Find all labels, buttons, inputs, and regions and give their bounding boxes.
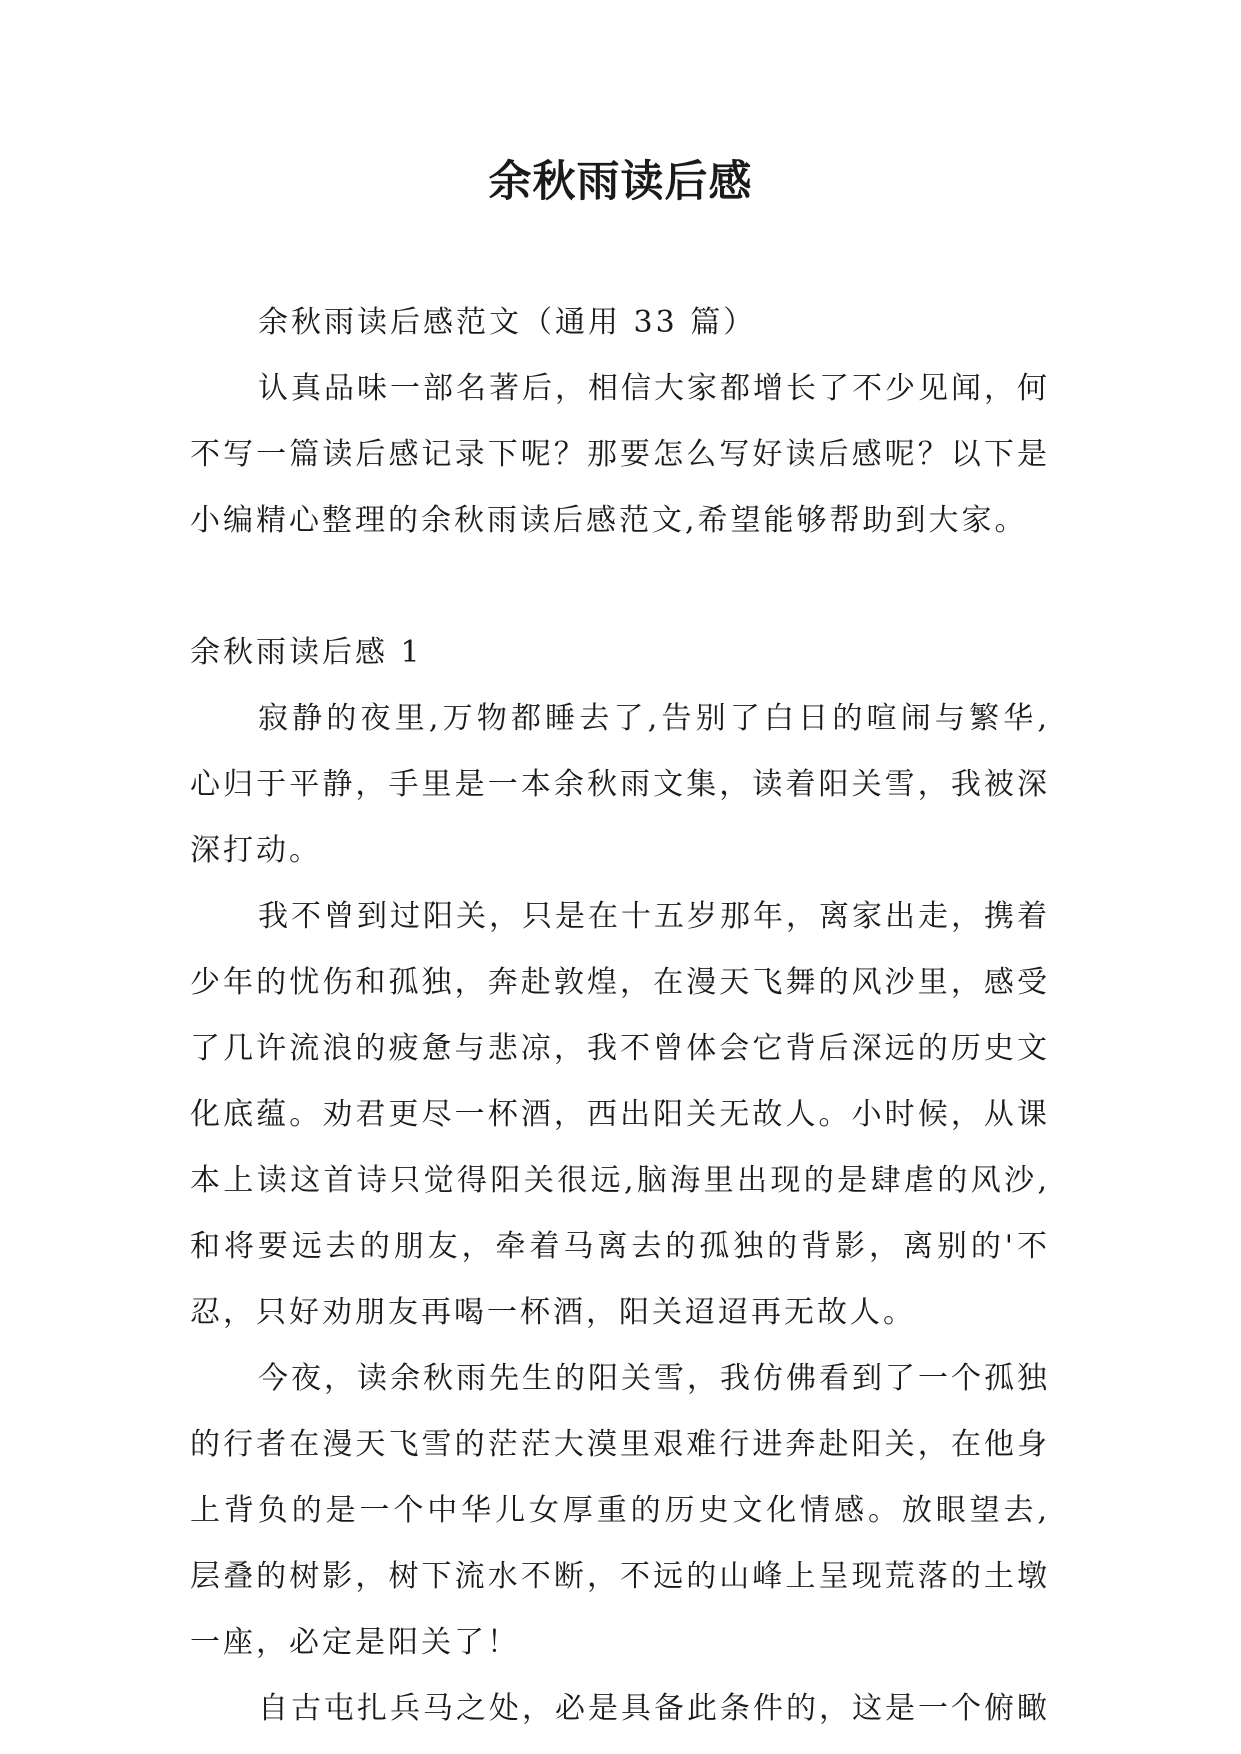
body-paragraph: 今夜，读余秋雨先生的阳关雪，我仿佛看到了一个孤独的行者在漫天飞雪的茫茫大漠里艰难行进奔赴阳关，在他身上背负的是一个中华儿女厚重的历史文化情感。放眼望去,层叠的树影，树下流水不断，不远的山峰上呈现荒落的土墩一座，必定是阳关了！ xyxy=(190,1361,1050,1660)
document-title: 余秋雨读后感 xyxy=(488,157,753,207)
intro-paragraph: 认真品味一部名著后，相信大家都增长了不少见闻，何不写一篇读后感记录下呢？那要怎么写好读后感呢？以下是小编精心整理的余秋雨读后感范文,希望能够帮助到大家。 xyxy=(190,371,1050,538)
section-heading: 余秋雨读后感 1 xyxy=(190,635,423,670)
body-paragraph: 我不曾到过阳关，只是在十五岁那年，离家出走，携着少年的忧伤和孤独，奔赴敦煌，在漫天飞舞的风沙里，感受了几许流浪的疲惫与悲凉，我不曾体会它背后深远的历史文化底蕴。劝君更尽一杯酒，西出阳关无故人。小时候，从课本上读这首诗只觉得阳关很远,脑海里出现的是肆虐的风沙,和将要远去的朋友，牵着马离去的孤独的背影，离别的'不忍，只好劝朋友再喝一杯酒，阳关迢迢再无故人。 xyxy=(190,899,1050,1330)
body-paragraph: 寂静的夜里,万物都睡去了,告别了白日的喧闹与繁华,心归于平静，手里是一本余秋雨文集，读着阳关雪，我被深深打动。 xyxy=(190,701,1050,868)
document-body xyxy=(190,290,1050,1742)
section-gap xyxy=(190,554,1050,620)
document-subtitle: 余秋雨读后感范文（通用 33 篇） xyxy=(258,305,757,340)
body-paragraph: 自古屯扎兵马之处，必是具备此条件的，这是一个俯瞰 xyxy=(258,1691,1050,1726)
